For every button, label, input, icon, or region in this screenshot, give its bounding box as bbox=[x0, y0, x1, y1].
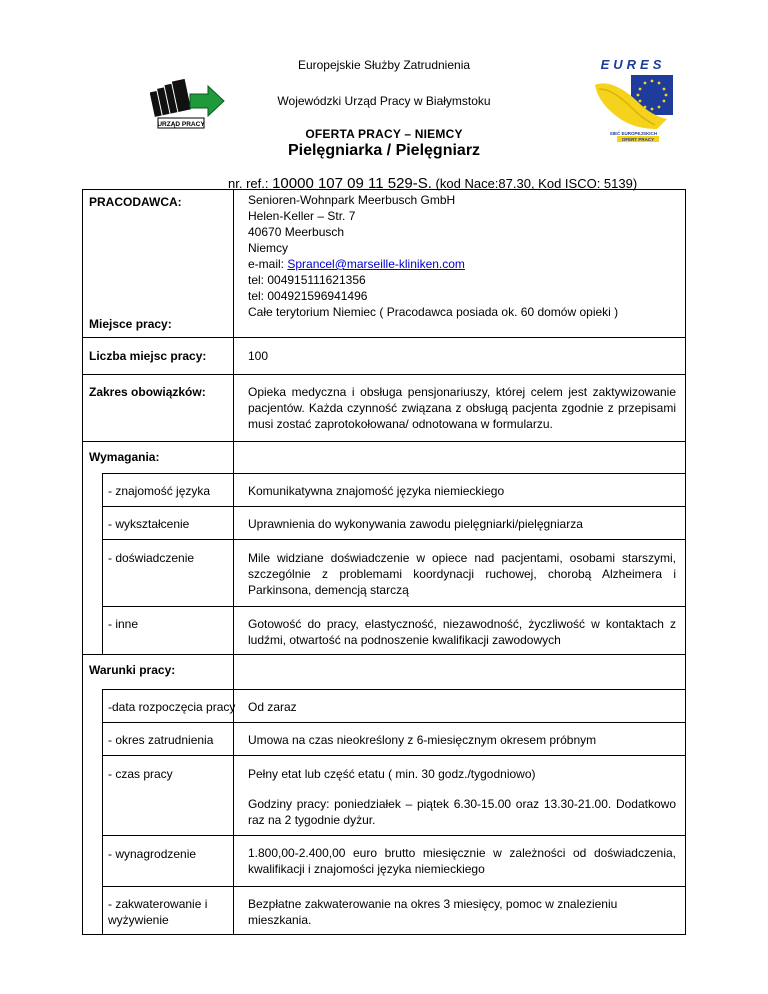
req-other-label: - inne bbox=[108, 617, 139, 631]
ref-suffix: (kod Nace:87.30, Kod ISCO: 5139) bbox=[431, 176, 638, 191]
eures-logo-sub-1: SIEĆ EUROPEJSKICH bbox=[609, 131, 657, 136]
req-education-label: - wykształcenie bbox=[108, 517, 190, 531]
requirements-label: Wymagania: bbox=[89, 450, 160, 464]
employer-city: 40670 Meerbusch bbox=[248, 225, 345, 239]
job-title: Pielęgniarka / Pielęgniarz bbox=[287, 142, 481, 159]
duties-value: Opieka medyczna i obsługa pensjonariuszy, której celem jest zaktywizowanie pacjentów. Każda czynność związana z obsługą pacjenta zgodnie z przepisami musi zostać zaprotokołowana/ odnotowana w formularzu. bbox=[248, 385, 676, 431]
employer-name: Senioren-Wohnpark Meerbusch GmbH bbox=[248, 193, 456, 207]
cond-hours-detail: Godziny pracy: poniedziałek – piątek 6.30-15.00 oraz 13.30-21.00. Dodatkowo raz na 2 tygodnie dyżur. bbox=[248, 797, 676, 827]
ref-number: 10000 107 09 11 529-S. bbox=[272, 175, 432, 192]
req-other-value: Gotowość do pracy, elastyczność, niezawodność, życzliwość w kontaktach z ludźmi, otwartość na podnoszenie kwalifikacji zawodowych bbox=[248, 617, 676, 647]
ref-prefix: nr. ref.: bbox=[228, 176, 273, 191]
employer-street: Helen-Keller – Str. 7 bbox=[248, 209, 356, 223]
urzad-pracy-logo-text: URZĄD PRACY bbox=[157, 121, 205, 128]
cond-period-value: Umowa na czas nieokreślony z 6-miesięcznym okresem próbnym bbox=[248, 733, 597, 747]
workplace-label: Miejsce pracy: bbox=[89, 317, 172, 331]
cond-start-value: Od zaraz bbox=[248, 700, 297, 714]
header-line-2: Wojewódzki Urząd Pracy w Białymstoku bbox=[277, 94, 491, 108]
cond-start-label: -data rozpoczęcia pracy bbox=[108, 700, 236, 714]
req-experience-label: - doświadczenie bbox=[108, 551, 195, 565]
cond-housing-label: - zakwaterowanie i wyżywienie bbox=[108, 897, 208, 927]
req-language-value: Komunikatywna znajomość języka niemieckiego bbox=[248, 484, 505, 498]
cond-housing-value: Bezpłatne zakwaterowanie na okres 3 miesięcy, pomoc w znalezieniu mieszkania. bbox=[248, 897, 618, 927]
offer-title: OFERTA PRACY – NIEMCY bbox=[305, 127, 463, 141]
workplace-value: Całe terytorium Niemiec ( Pracodawca posiada ok. 60 domów opieki ) bbox=[248, 305, 619, 319]
req-experience-value: Mile widziane doświadczenie w opiece nad pacjentami, osobami starszymi, szczególnie z problemami koordynacji ruchowej, chorobą Alzheimera i Parkinsona, demencją starczą bbox=[248, 551, 676, 597]
eures-logo bbox=[587, 55, 679, 143]
positions-value: 100 bbox=[248, 349, 269, 363]
employer-label: PRACODAWCA: bbox=[89, 195, 182, 209]
positions-label: Liczba miejsc pracy: bbox=[89, 349, 207, 363]
email-prefix: e-mail: bbox=[248, 257, 288, 271]
req-language-label: - znajomość języka bbox=[108, 484, 211, 498]
cond-hours-value: Pełny etat lub część etatu ( min. 30 godz./tygodniowo) bbox=[248, 767, 536, 781]
cond-salary-label: - wynagrodzenie bbox=[108, 847, 197, 861]
urzad-pracy-logo bbox=[150, 74, 226, 132]
employer-email-row bbox=[248, 256, 678, 272]
employer-tel-1: tel: 004915111621356 bbox=[248, 273, 366, 287]
req-education-value: Uprawnienia do wykonywania zawodu pielęgniarki/pielęgniarza bbox=[248, 517, 583, 531]
header-line-1: Europejskie Służby Zatrudnienia bbox=[297, 58, 471, 72]
employer-tel-2: tel: 004921596941496 bbox=[248, 289, 368, 303]
cond-period-label: - okres zatrudnienia bbox=[108, 733, 214, 747]
duties-label: Zakres obowiązków: bbox=[89, 385, 206, 399]
eures-logo-text: EURES bbox=[600, 57, 666, 72]
eures-logo-sub-2: OFERT PRACY bbox=[621, 137, 655, 142]
conditions-label: Warunki pracy: bbox=[89, 663, 176, 677]
employer-details bbox=[248, 192, 678, 320]
cond-salary-value: 1.800,00-2.400,00 euro brutto miesięcznie w zależności od doświadczenia, kwalifikacji i znajomości języka niemieckiego bbox=[248, 846, 676, 876]
reference-number bbox=[228, 175, 688, 192]
employer-country: Niemcy bbox=[248, 241, 289, 255]
employer-email-link[interactable]: Sprancel@marseille-kliniken.com bbox=[287, 257, 465, 271]
cond-hours-label: - czas pracy bbox=[108, 767, 173, 781]
